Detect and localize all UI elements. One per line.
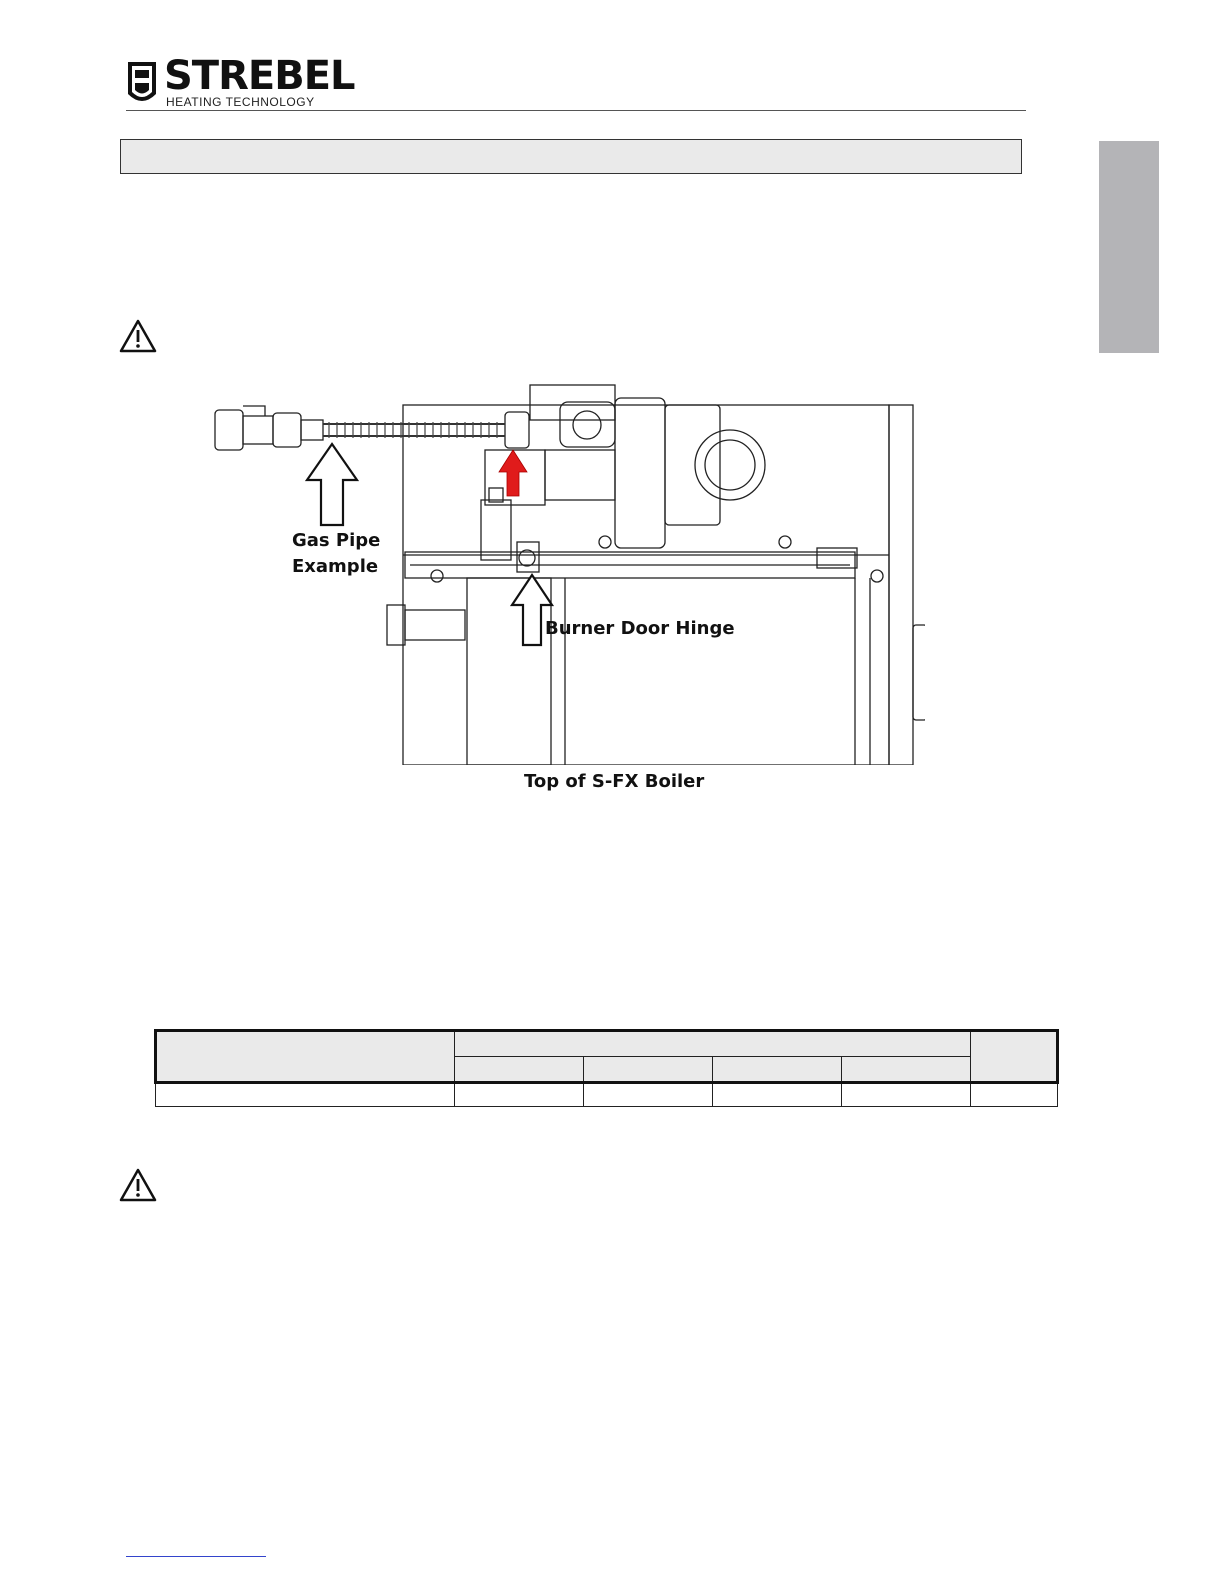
outline-arrow-icon: [307, 444, 357, 525]
gas-pipe-label-line2: Example: [292, 556, 379, 577]
language-side-tab: [1099, 141, 1159, 353]
table-header-cell: [584, 1057, 713, 1083]
strebel-badge-icon: [126, 58, 158, 108]
table-header-cell: [971, 1031, 1058, 1083]
table-cell: [842, 1083, 971, 1107]
table-header-cell: [455, 1057, 584, 1083]
figure-caption: Top of S-FX Boiler: [524, 771, 705, 792]
table-header-cell: [156, 1031, 455, 1083]
warning-icon: [118, 1167, 158, 1203]
table-cell: [156, 1083, 455, 1107]
brand-tagline: HEATING TECHNOLOGY: [166, 95, 315, 109]
table-header-cell: [713, 1057, 842, 1083]
table-header-cell: [842, 1057, 971, 1083]
table-cell: [713, 1083, 842, 1107]
gas-pipe-label: Gas Pipe: [292, 530, 381, 551]
table-row: [156, 1083, 1058, 1107]
table-header-cell: [455, 1031, 971, 1057]
table-cell: [971, 1083, 1058, 1107]
section-title-bar: [120, 139, 1022, 174]
burner-door-hinge-label: Burner Door Hinge: [545, 618, 735, 639]
warning-icon: [118, 318, 158, 354]
table-cell: [584, 1083, 713, 1107]
spec-table: [154, 1029, 1059, 1107]
strebel-logo: [126, 53, 355, 110]
table-cell: [455, 1083, 584, 1107]
footer-link[interactable]: [126, 1556, 266, 1557]
brand-name: STREBEL: [164, 53, 355, 99]
header-divider: [126, 110, 1026, 111]
